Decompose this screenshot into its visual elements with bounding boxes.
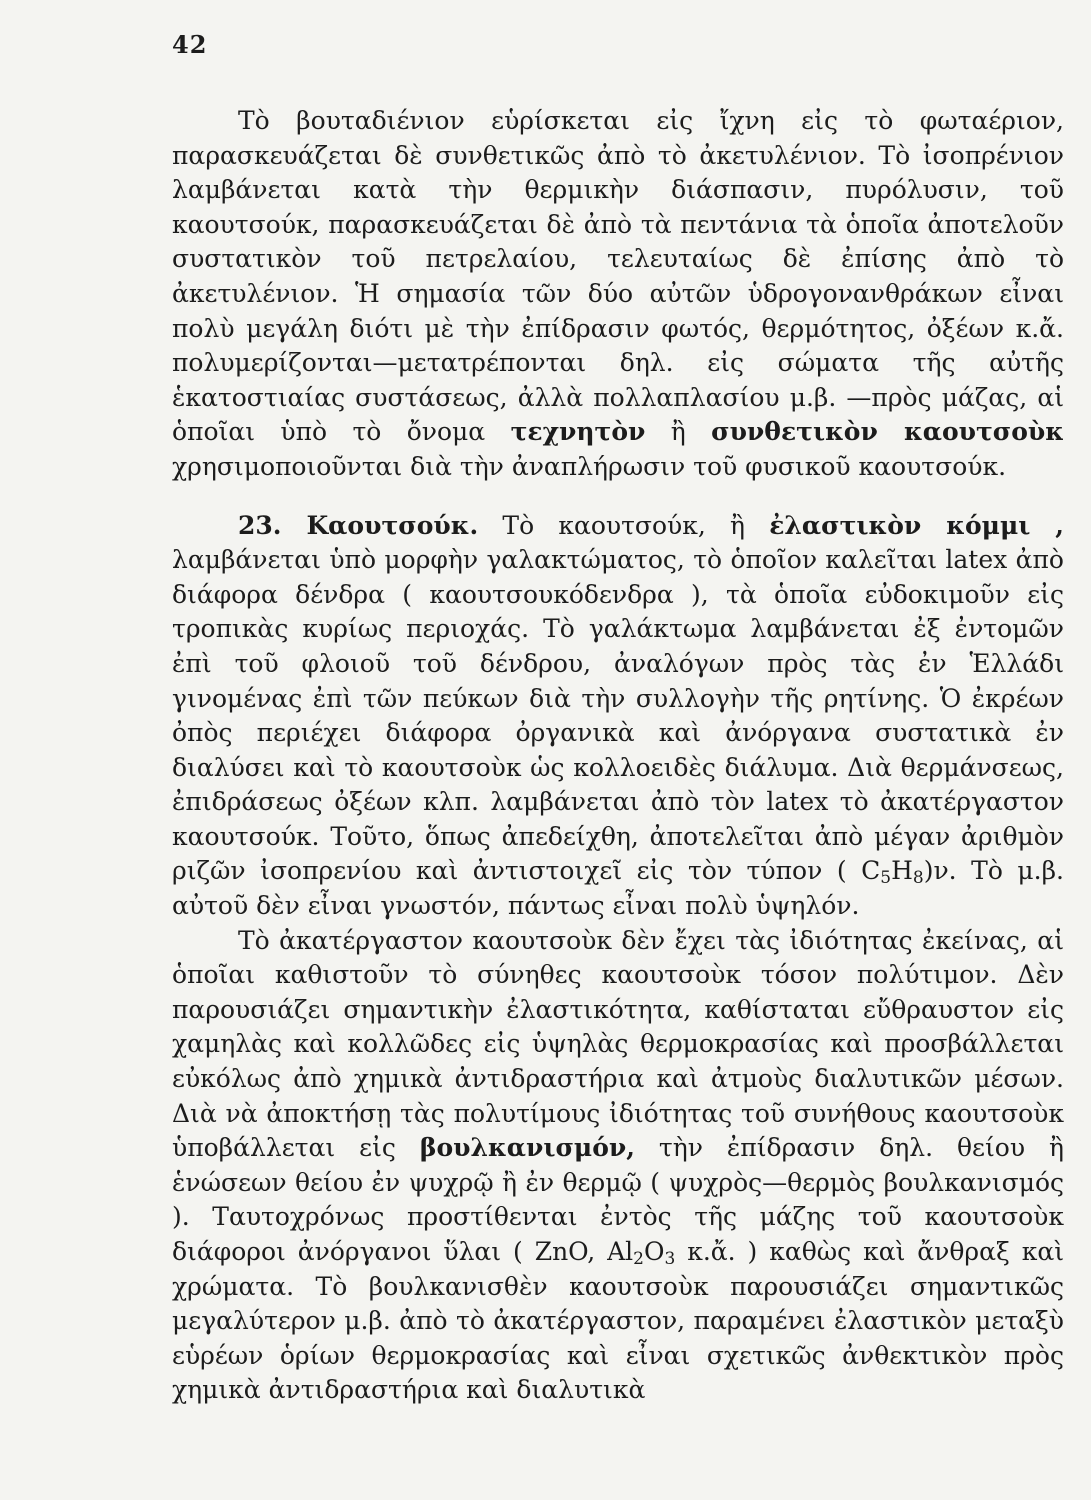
paragraph-vulcanization	[172, 924, 1064, 1408]
bold-term-synthetic-rubber: συνθετικὸν καουτσοὺκ	[711, 417, 1064, 447]
page-number: 42	[172, 30, 208, 59]
text-run: λαμβάνεται ὑπὸ μορφὴν γαλακτώματος, τὸ ὁποῖον καλεῖται latex ἀπὸ διάφορα δένδρα ( καουτσουκόδενδρα ), τὰ ὁποῖα εὐδοκιμοῦν εἰς τροπικὰς κυρίως περιοχάς. Τὸ γαλάκτωμα λαμβάνεται ἐξ ἐντομῶν ἐπὶ τοῦ φλοιοῦ τοῦ δένδρου, ἀναλόγων πρὸς τὰς ἐν Ἑλλάδι γινομένας ἐπὶ τῶν πεύκων διὰ τὴν συλλογὴν τῆς ρητίνης. Ὁ ἐκρέων ὀπὸς περιέχει διάφορα ὀργανικὰ καὶ ἀνόργανα συστατικὰ ἐν διαλύσει καὶ τὸ καουτσοὺκ ὡς κολλοειδὲς διάλυμα. Διὰ θερμάνσεως, ἐπιδράσεως ὀξέων κλπ. λαμβάνεται ἀπὸ τὸν latex τὸ ἀκατέργαστον καουτσούκ. Τοῦτο, ὅπως ἀπεδείχθη, ἀποτελεῖται ἀπὸ μέγαν ἀριθμὸν ριζῶν ἰσοπρενίου καὶ ἀντιστοιχεῖ εἰς τὸν τύπον	[172, 545, 1064, 886]
section-heading: 23. Καουτσούκ.	[238, 510, 479, 540]
text-run: Τὸ βουταδιένιον εὑρίσκεται εἰς ἴχνη εἰς τὸ φωταέριον, παρασκευάζεται δὲ συνθετικῶς ἀπὸ τὸ ἀκετυλένιον. Τὸ ἰσοπρένιον λαμβάνεται κατὰ τὴν θερμικὴν διάσπασιν, πυρόλυσιν, τοῦ καουτσούκ, παρασκευάζεται δὲ ἀπὸ τὰ πεντάνια τὰ ὁποῖα ἀποτελοῦν συστατικὸν τοῦ πετρελαίου, τελευταίως δὲ ἐπίσης ἀπὸ τὸ ἀκετυλένιον. Ἡ σημασία τῶν δύο αὐτῶν ὑδρογονανθράκων εἶναι πολὺ μεγάλη διότι μὲ τὴν ἐπίδρασιν φωτός, θερμότητος, ὀξέων κ.ἄ. πολυμερίζονται—μετατρέπονται δηλ. εἰς σώματα τῆς αὐτῆς ἑκατοστιαίας συστάσεως, ἀλλὰ πολλαπλασίου μ.β. —πρὸς μάζας, αἱ ὁποῖαι ὑπὸ τὸ ὄνομα	[172, 106, 1064, 447]
text-run: Τὸ μ.β. αὐτοῦ δὲν εἶναι γνωστόν, πάντως εἶναι πολὺ ὑψηλόν.	[172, 856, 1064, 921]
bold-term-synthetic: τεχνητὸν	[510, 417, 646, 447]
text-run: χρησιμοποιοῦνται διὰ τὴν ἀναπλήρωσιν τοῦ φυσικοῦ καουτσούκ.	[172, 451, 1007, 481]
text-run: ἢ	[670, 417, 686, 447]
bold-term-vulcanization: βουλκανισμόν,	[419, 1133, 635, 1163]
paragraph-butadiene-isoprene	[172, 104, 1064, 485]
chemical-formula-alumina: $Al_2O_3$	[607, 1237, 676, 1269]
section-23-rubber	[172, 509, 1064, 924]
body-text	[172, 104, 1064, 1408]
chemical-formula-isoprene: ( $C_5H_8)\nu$.	[836, 856, 957, 889]
text-run: κ.ἄ. ) καθὼς καὶ ἄνθραξ καὶ χρώματα. Τὸ βουλκανισθὲν καουτσοὺκ παρουσιάζει σημαντικῶς μεγαλύτερον μ.β. ἀπὸ τὸ ἀκατέργαστον, παραμένει ἐλαστικὸν μεταξὺ εὑρέων ὁρίων θερμοκρασίας καὶ εἶναι σχετικῶς ἀνθεκτικὸν πρὸς χημικὰ ἀντιδραστήρια καὶ διαλυτικὰ	[172, 1237, 1065, 1405]
text-run: Τὸ καουτσούκ, ἢ	[502, 510, 745, 540]
text-run: τὴν ἐπίδρασιν δηλ. θείου ἢ ἑνώσεων θείου ἐν ψυχρῷ ἢ ἐν θερμῷ ( ψυχρὸς—θερμὸς βουλκανισμός ). Ταυτοχρόνως προστίθενται ἐντὸς τῆς μάζης τοῦ καουτσοὺκ διάφοροι ἀνόργανοι ὕλαι ( ZnO,	[172, 1133, 1065, 1266]
bold-term-elastic-gum: ἐλαστικὸν κόμμι ,	[769, 510, 1065, 540]
text-run: Τὸ ἀκατέργαστον καουτσοὺκ δὲν ἔχει τὰς ἰδιότητας ἐκείνας, αἱ ὁποῖαι καθιστοῦν τὸ σύνηθες καουτσοὺκ τόσον πολύτιμον. Δὲν παρουσιάζει σημαντικὴν ἐλαστικότητα, καθίσταται εὔθραυστον εἰς χαμηλὰς καὶ κολλῶδες εἰς ὑψηλὰς θερμοκρασίας καὶ προσβάλλεται εὐκόλως ἀπὸ χημικὰ ἀντιδραστήρια καὶ ἀτμοὺς διαλυτικῶν μέσων. Διὰ νὰ ἀποκτήσῃ τὰς πολυτίμους ἰδιότητας τοῦ συνήθους καουτσοὺκ ὑποβάλλεται εἰς	[172, 925, 1064, 1163]
